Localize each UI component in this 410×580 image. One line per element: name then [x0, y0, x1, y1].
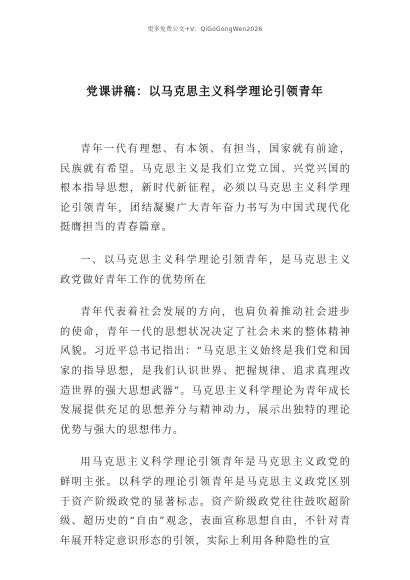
paragraph-youth-role: 青年代表着社会发展的方向，也肩负着推动社会进步的使命，青年一代的思想状况决定了社会未来的整体精神风貌。习近平总书记指出：“马克思主义始终是我们党和国家的指导思想，是我们认识世界、把握规律、追求真理改造世界的强大思想武器”。马克思主义科学理论为青年成长发展提供充足的思想养分与精神动力，展示出独特的理论优势与强大的思想伟力。: [60, 307, 351, 436]
paragraph-intro: 青年一代有理想、有本领、有担当，国家就有前途，民族就有希望。马克思主义是我们立党立国、兴党兴国的根本指导思想，新时代新征程，必须以马克思主义科学理论引领青年，团结凝聚广大青年奋力书写为中国式现代化挺膺担当的青春篇章。: [60, 144, 351, 234]
document-title: 党课讲稿：以马克思主义科学理论引领青年: [86, 84, 324, 98]
section-heading-one: 一、以马克思主义科学理论引领青年，是马克思主义政党做好青年工作的优势所在: [60, 254, 351, 286]
header-promo-note: 更多免费公文+V：QiGoGongWen2026: [147, 26, 263, 33]
document-body: [60, 140, 351, 564]
paragraph-party-stance: 用马克思主义科学理论引领青年是马克思主义政党的鲜明主张。以科学的理论引领青年是马克思主义政党区别于资产阶级政党的显著标志。资产阶级政党往往鼓吹超阶级、超历史的“自由”观念，表面宣称思想自由，不针对青年展开特定意识形态的引领，实际上利用各种隐性的宣: [60, 457, 351, 547]
